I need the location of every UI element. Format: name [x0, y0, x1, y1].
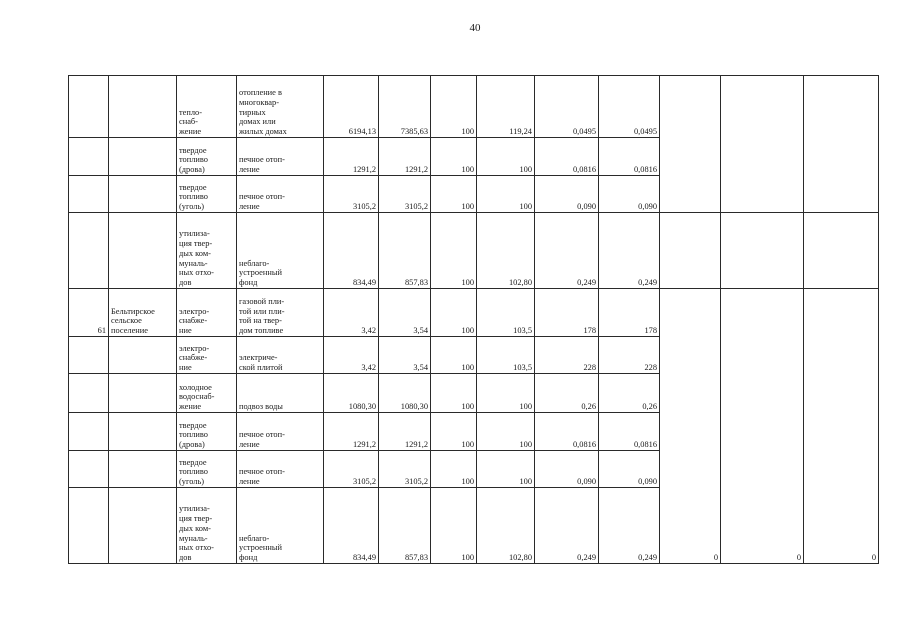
value-1-cell: 1080,30 — [324, 374, 379, 413]
value-6-cell: 0,0495 — [599, 76, 660, 138]
value-1-cell: 3,42 — [324, 337, 379, 374]
value-3-cell: 100 — [431, 374, 477, 413]
value-2-cell: 1080,30 — [379, 374, 431, 413]
row-number-cell — [69, 451, 109, 488]
value-1-cell: 1291,2 — [324, 413, 379, 451]
settlement-cell — [109, 76, 177, 138]
value-3-cell: 100 — [431, 76, 477, 138]
side-value-2: 0 — [721, 289, 804, 564]
type-cell: отопление в многоквар- тирных домах или жилых домах — [237, 76, 324, 138]
category-cell: утилиза- ция твер- дых ком- муналь- ных отхо- дов — [177, 488, 237, 564]
value-5-cell: 228 — [535, 337, 599, 374]
value-4-cell: 100 — [477, 451, 535, 488]
value-6-cell: 0,26 — [599, 374, 660, 413]
side-cell-1 — [660, 213, 721, 289]
value-3-cell: 100 — [431, 138, 477, 176]
row-number-cell — [69, 413, 109, 451]
value-1-cell: 834,49 — [324, 213, 379, 289]
side-value-3: 0 — [804, 289, 879, 564]
page-number: 40 — [469, 22, 481, 34]
value-6-cell: 0,0816 — [599, 138, 660, 176]
value-1-cell: 3105,2 — [324, 176, 379, 213]
type-cell: электриче- ской плитой — [237, 337, 324, 374]
value-3-cell: 100 — [431, 488, 477, 564]
table-row — [69, 289, 879, 337]
settlement-cell — [109, 451, 177, 488]
type-cell: неблаго- устроенный фонд — [237, 488, 324, 564]
type-cell: подвоз воды — [237, 374, 324, 413]
value-2-cell: 3105,2 — [379, 176, 431, 213]
value-5-cell: 0,26 — [535, 374, 599, 413]
side-value-1: 0 — [660, 289, 721, 564]
value-5-cell: 0,249 — [535, 213, 599, 289]
tariff-table — [68, 75, 879, 564]
row-number-cell — [69, 488, 109, 564]
value-3-cell: 100 — [431, 413, 477, 451]
type-cell: печное отоп- ление — [237, 451, 324, 488]
type-cell: печное отоп- ление — [237, 138, 324, 176]
value-3-cell: 100 — [431, 176, 477, 213]
settlement-cell — [109, 374, 177, 413]
settlement-cell — [109, 176, 177, 213]
value-6-cell: 0,249 — [599, 488, 660, 564]
category-cell: электро- снабже- ние — [177, 289, 237, 337]
value-5-cell: 0,0816 — [535, 413, 599, 451]
category-cell: утилиза- ция твер- дых ком- муналь- ных отхо- дов — [177, 213, 237, 289]
value-1-cell: 3,42 — [324, 289, 379, 337]
value-5-cell: 0,0495 — [535, 76, 599, 138]
value-5-cell: 0,249 — [535, 488, 599, 564]
value-3-cell: 100 — [431, 337, 477, 374]
value-2-cell: 857,83 — [379, 488, 431, 564]
value-5-cell: 0,090 — [535, 451, 599, 488]
category-cell: электро- снабже- ние — [177, 337, 237, 374]
value-1-cell: 1291,2 — [324, 138, 379, 176]
category-cell: холодное водоснаб- жение — [177, 374, 237, 413]
value-2-cell: 3105,2 — [379, 451, 431, 488]
value-2-cell: 1291,2 — [379, 413, 431, 451]
value-1-cell: 3105,2 — [324, 451, 379, 488]
value-4-cell: 100 — [477, 374, 535, 413]
category-cell: твердое топливо (дрова) — [177, 138, 237, 176]
category-cell: твердое топливо (уголь) — [177, 451, 237, 488]
type-cell: неблаго- устроенный фонд — [237, 213, 324, 289]
category-cell: тепло- снаб- жение — [177, 76, 237, 138]
value-5-cell: 178 — [535, 289, 599, 337]
settlement-cell — [109, 213, 177, 289]
value-5-cell: 0,090 — [535, 176, 599, 213]
category-cell: твердое топливо (дрова) — [177, 413, 237, 451]
row-number-cell — [69, 138, 109, 176]
settlement-cell — [109, 138, 177, 176]
value-3-cell: 100 — [431, 451, 477, 488]
type-cell: печное отоп- ление — [237, 176, 324, 213]
value-2-cell: 1291,2 — [379, 138, 431, 176]
settlement-cell — [109, 337, 177, 374]
settlement-cell — [109, 413, 177, 451]
row-number-cell — [69, 374, 109, 413]
value-6-cell: 0,0816 — [599, 413, 660, 451]
value-3-cell: 100 — [431, 213, 477, 289]
value-1-cell: 834,49 — [324, 488, 379, 564]
side-cell-2 — [721, 213, 804, 289]
value-6-cell: 178 — [599, 289, 660, 337]
value-4-cell: 102,80 — [477, 213, 535, 289]
side-cell-3 — [804, 76, 879, 213]
value-6-cell: 0,090 — [599, 176, 660, 213]
settlement-cell — [109, 488, 177, 564]
value-4-cell: 100 — [477, 413, 535, 451]
value-4-cell: 102,80 — [477, 488, 535, 564]
value-2-cell: 3,54 — [379, 289, 431, 337]
value-6-cell: 228 — [599, 337, 660, 374]
value-4-cell: 119,24 — [477, 76, 535, 138]
value-5-cell: 0,0816 — [535, 138, 599, 176]
row-number-cell — [69, 213, 109, 289]
value-3-cell: 100 — [431, 289, 477, 337]
value-4-cell: 100 — [477, 138, 535, 176]
settlement-name: Бельтирское сельское поселение — [109, 289, 177, 337]
value-2-cell: 3,54 — [379, 337, 431, 374]
row-number: 61 — [69, 289, 109, 337]
row-number-cell — [69, 76, 109, 138]
value-2-cell: 857,83 — [379, 213, 431, 289]
type-cell: газовой пли- той или пли- той на твер- дом топливе — [237, 289, 324, 337]
side-cell-1 — [660, 76, 721, 213]
table-row — [69, 213, 879, 289]
table-row — [69, 76, 879, 138]
value-6-cell: 0,090 — [599, 451, 660, 488]
side-cell-2 — [721, 76, 804, 213]
type-cell: печное отоп- ление — [237, 413, 324, 451]
row-number-cell — [69, 337, 109, 374]
row-number-cell — [69, 176, 109, 213]
side-cell-3 — [804, 213, 879, 289]
value-6-cell: 0,249 — [599, 213, 660, 289]
value-4-cell: 100 — [477, 176, 535, 213]
category-cell: твердое топливо (уголь) — [177, 176, 237, 213]
value-4-cell: 103,5 — [477, 289, 535, 337]
value-2-cell: 7385,63 — [379, 76, 431, 138]
value-1-cell: 6194,13 — [324, 76, 379, 138]
value-4-cell: 103,5 — [477, 337, 535, 374]
